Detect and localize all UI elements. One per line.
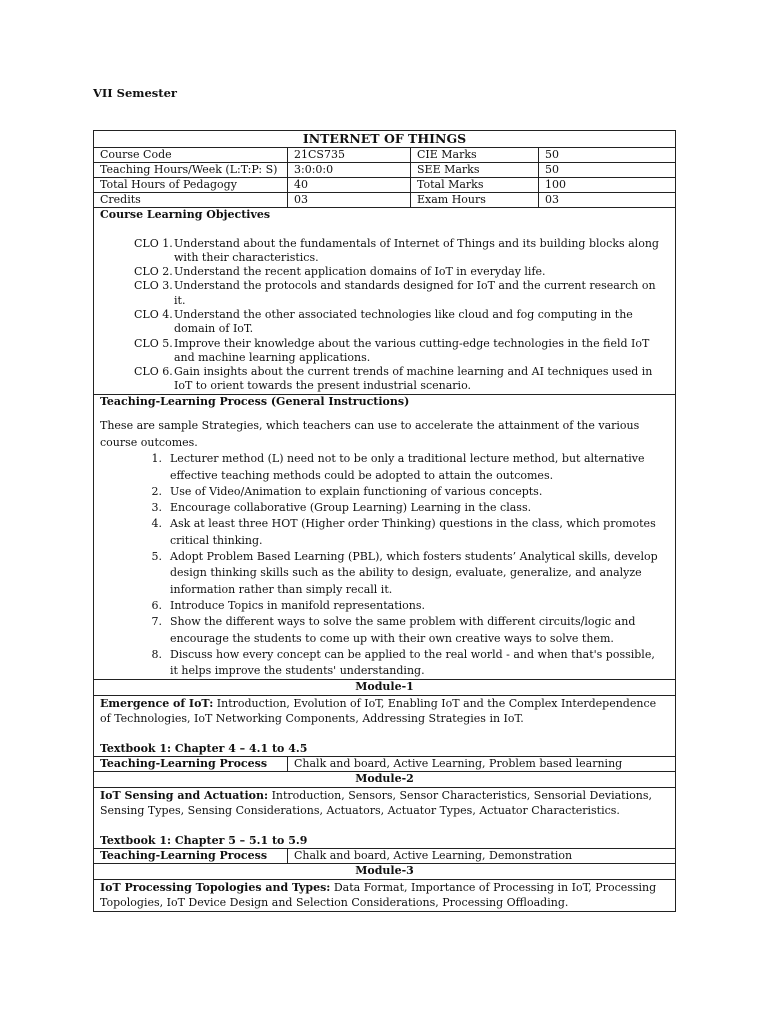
module-tlp-value: Chalk and board, Active Learning, Demonstration [288,848,676,864]
info-value: 3:0:0:0 [288,163,411,178]
tlp-item [100,598,669,614]
module-title: Module-2 [94,772,676,788]
tlp-item [100,500,669,516]
clo-code: CLO 4. [134,307,173,321]
tlp-num: 1. [151,452,162,466]
module-title: Module-1 [94,680,676,696]
info-value: 03 [539,193,676,208]
info-label: Exam Hours [411,193,539,208]
clo-item [134,265,669,279]
tlp-text: Ask at least three HOT (Higher order Thinking) questions in the class, which promotes critical thinking. [170,517,656,547]
module-topic: Emergence of IoT: [100,696,214,710]
module-topic: IoT Processing Topologies and Types: [100,880,331,894]
clo-item [134,279,669,308]
clo-section [94,208,676,395]
clo-text: Gain insights about the current trends of machine learning and AI techniques used in IoT to orient towards the present industrial scenario. [174,365,653,393]
info-value: 100 [539,178,676,193]
module-content: Introduction, Evolution of IoT, Enabling IoT and the Complex Interdependence of Technologies, IoT Networking Components, Addressing Strategies in IoT. [100,696,657,726]
tlp-intro: These are sample Strategies, which teachers can use to accelerate the attainment of the various course outcomes. [100,419,640,450]
tlp-text: Discuss how every concept can be applied to the real world - and when that's possible, it helps improve the students' understanding. [170,647,655,678]
info-row [94,193,676,208]
syllabus-table [93,130,676,912]
module-tlp-row [94,848,676,864]
info-value: 40 [288,178,411,193]
module-tlp-label: Teaching-Learning Process [94,756,288,772]
clo-code: CLO 3. [134,279,173,293]
tlp-text: Introduce Topics in manifold representations. [170,598,426,612]
module-content-cell [94,879,676,911]
clo-text: Improve their knowledge about the various cutting-edge technologies in the field IoT and machine learning applications. [174,336,650,364]
tlp-item [100,451,669,484]
tlp-text: Adopt Problem Based Learning (PBL), which fosters students’ Analytical skills, develop design thinking skills such as the ability to design, evaluate, generalize, and analyze information rather than simply recall it. [170,550,658,596]
clo-code: CLO 6. [134,365,173,379]
module-content: Introduction, Sensors, Sensor Characteristics, Sensorial Deviations, Sensing Types, Sensing Considerations, Actuators, Actuator Types, Actuator Characteristics. [100,788,652,818]
tlp-num: 5. [151,550,162,564]
clo-item [134,365,669,394]
clo-text: Understand about the fundamentals of Internet of Things and its building blocks along with their characteristics. [174,236,659,264]
module-tlp-label: Teaching-Learning Process [94,848,288,864]
course-title: INTERNET OF THINGS [94,131,676,148]
info-row [94,148,676,163]
semester-heading: VII Semester [93,86,177,100]
module-textbook: Textbook 1: Chapter 4 – 4.1 to 4.5 [100,741,308,755]
info-label: Total Marks [411,178,539,193]
module-title: Module-3 [94,864,676,880]
tlp-item [100,549,669,598]
module-textbook: Textbook 1: Chapter 5 – 5.1 to 5.9 [100,833,308,847]
tlp-text: Encourage collaborative (Group Learning) Learning in the class. [170,501,532,515]
tlp-item [100,484,669,500]
module-topic: IoT Sensing and Actuation: [100,788,269,802]
tlp-num: 4. [151,517,162,531]
clo-item [134,308,669,337]
module-content-cell [94,787,676,848]
info-label: CIE Marks [411,148,539,163]
info-label: Course Code [94,148,288,163]
info-label: Teaching Hours/Week (L:T:P: S) [94,163,288,178]
info-value: 21CS735 [288,148,411,163]
info-value: 50 [539,148,676,163]
info-label: Total Hours of Pedagogy [94,178,288,193]
info-label: Credits [94,193,288,208]
info-row [94,178,676,193]
tlp-item [100,647,669,680]
info-value: 03 [288,193,411,208]
tlp-num: 2. [151,484,162,498]
clo-item [134,337,669,366]
clo-heading: Course Learning Objectives [100,208,271,221]
clo-text: Understand the protocols and standards designed for IoT and the current research on it. [174,279,656,307]
module-content-cell [94,695,676,756]
clo-code: CLO 1. [134,236,173,250]
info-row [94,163,676,178]
clo-text: Understand the other associated technologies like cloud and fog computing in the domain of IoT. [174,307,633,336]
tlp-list [100,451,669,679]
module-tlp-value: Chalk and board, Active Learning, Problem based learning [288,756,676,772]
clo-text: Understand the recent application domains of IoT in everyday life. [174,265,546,279]
tlp-item [100,614,669,647]
tlp-num: 3. [151,501,162,515]
module-content: Data Format, Importance of Processing in IoT, Processing Topologies, IoT Device Design and Selection Considerations, Processing Offloading. [100,880,657,910]
tlp-item [100,516,669,549]
tlp-heading: Teaching-Learning Process (General Instructions) [100,394,410,408]
tlp-num: 7. [151,615,162,629]
tlp-section [94,394,676,680]
clo-item [134,237,669,266]
clo-code: CLO 5. [134,336,173,350]
clo-list [134,237,669,394]
info-label: SEE Marks [411,163,539,178]
tlp-num: 8. [151,647,162,661]
tlp-text: Use of Video/Animation to explain functioning of various concepts. [170,484,543,498]
tlp-num: 6. [151,598,162,612]
module-tlp-row [94,756,676,772]
info-value: 50 [539,163,676,178]
tlp-text: Show the different ways to solve the same problem with different circuits/logic and encourage the students to come up with their own creative ways to solve them. [170,615,636,645]
tlp-text: Lecturer method (L) need not to be only a traditional lecture method, but alternative effective teaching methods could be adopted to attain the outcomes. [170,452,645,482]
clo-code: CLO 2. [134,265,173,279]
